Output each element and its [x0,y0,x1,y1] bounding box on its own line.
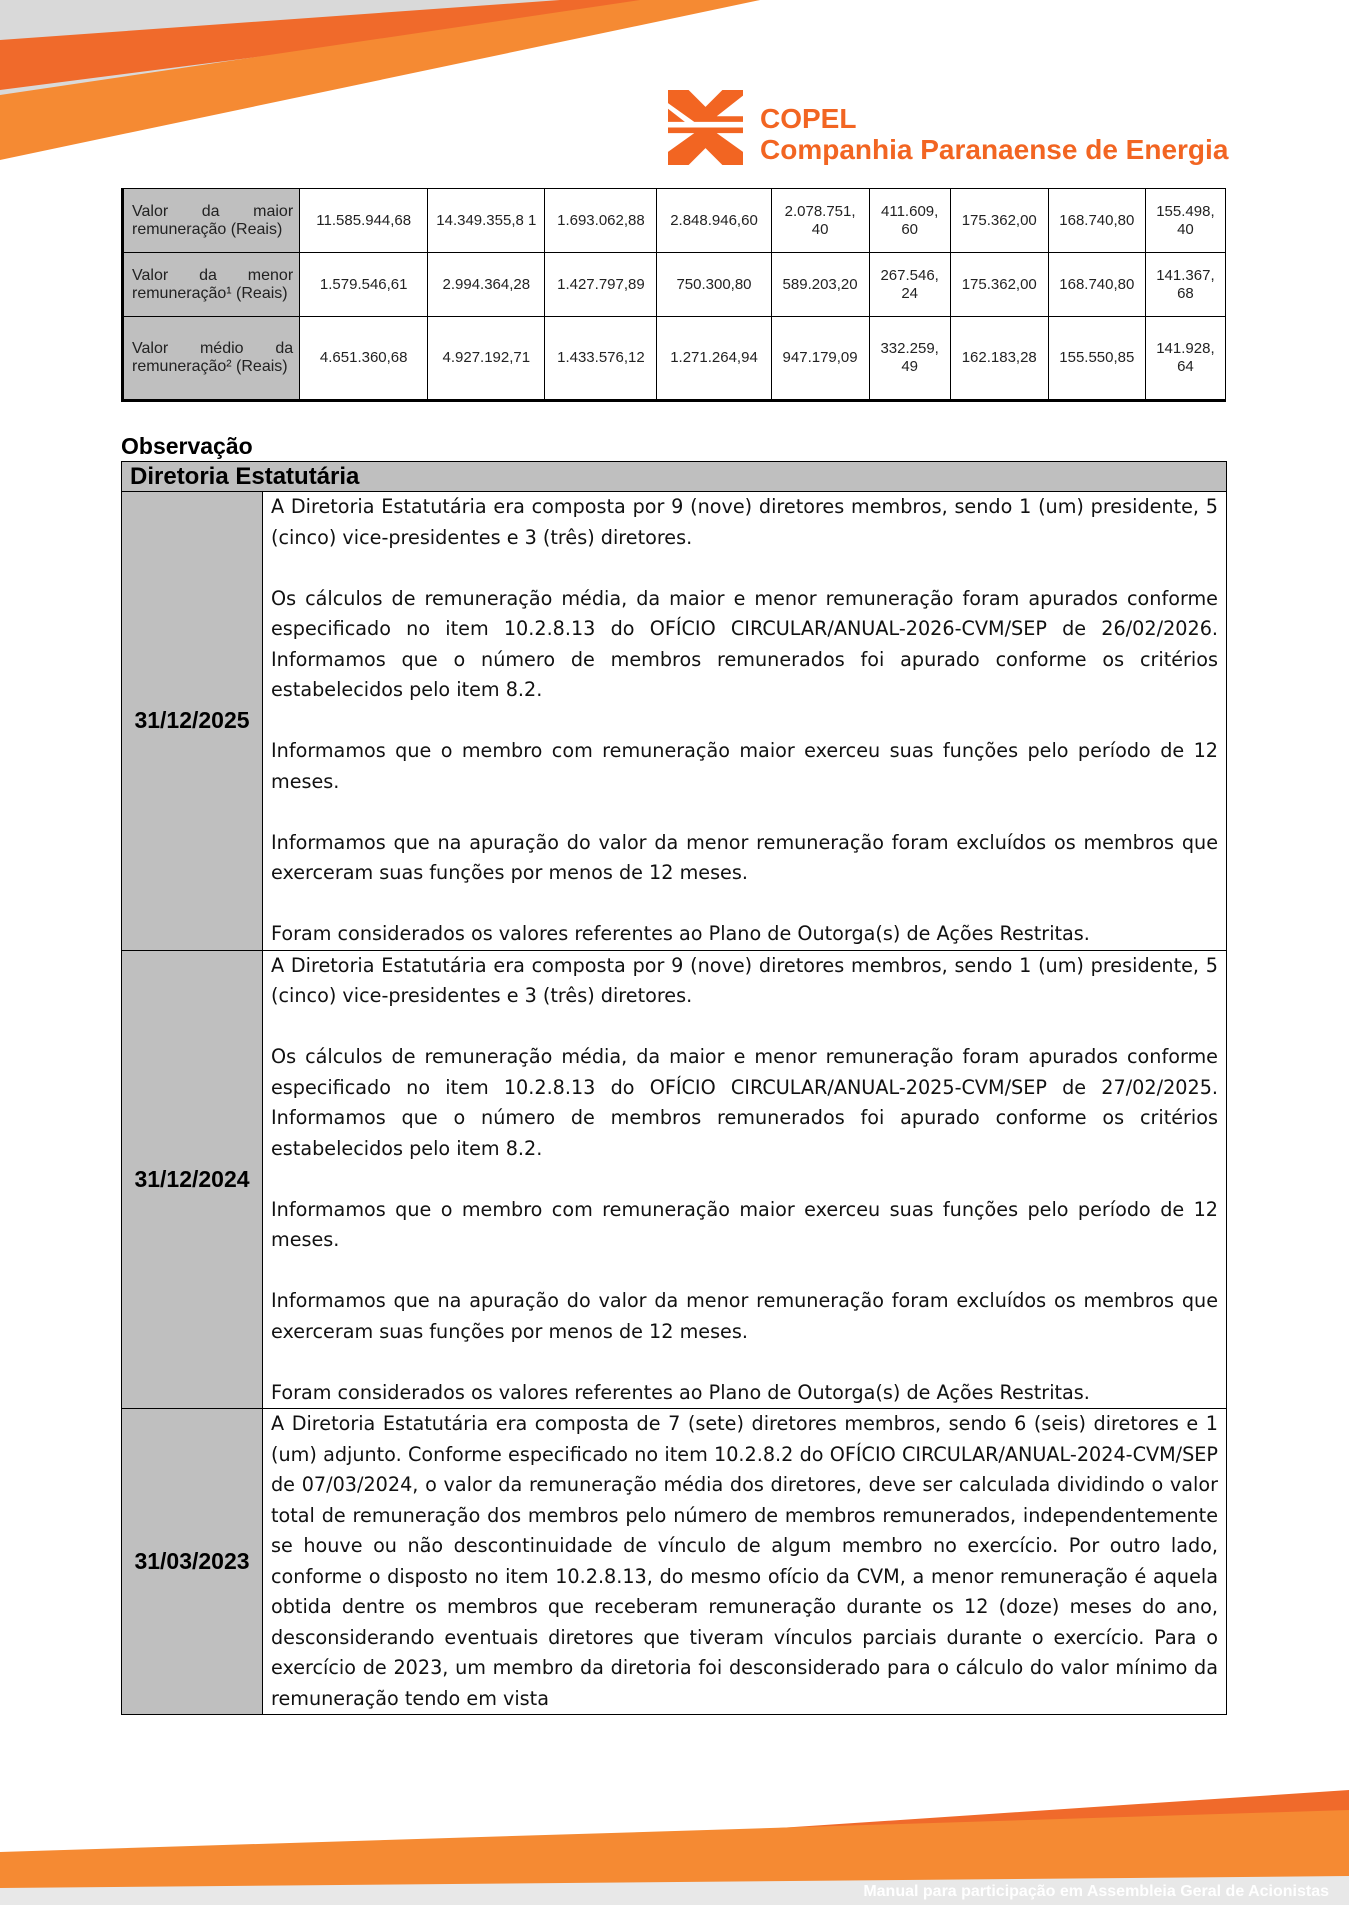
table-cell: 155.550,85 [1048,317,1145,401]
paragraph: A Diretoria Estatutária era composta por 9 (nove) diretores membros, sendo 1 (um) presidente, 5 (cinco) vice-presidentes e 3 (três) diretores. [271,953,1218,1007]
brand-full-name: Companhia Paranaense de Energia [760,134,1229,165]
remuneration-table [121,188,1226,402]
paragraph: Os cálculos de remuneração média, da maior e menor remuneração foram apurados conforme especificado no item 10.2.8.13 do OFÍCIO CIRCULAR/ANUAL-2025-CVM/SEP de 27/02/2025. Informamos que o número de membros remunerados foi apurado conforme os critérios estabelecidos pelo item 8.2. [271,1045,1218,1160]
observation-date: 31/12/2024 [122,950,263,1409]
table-row [123,189,1226,253]
table-cell: 2.994.364,28 [428,253,545,317]
table-cell: 332.259, 49 [869,317,950,401]
table-cell: 175.362,00 [950,189,1048,253]
table-cell: 267.546, 24 [869,253,950,317]
table-cell: 947.179,09 [771,317,869,401]
table-cell: 2.848.946,60 [657,189,771,253]
observation-date: 31/12/2025 [122,492,263,951]
paragraph: Foram considerados os valores referentes ao Plano de Outorga(s) de Ações Restritas. [271,922,1090,945]
observation-date: 31/03/2023 [122,1409,263,1715]
table-cell: 1.579.546,61 [300,253,428,317]
table-row [123,253,1226,317]
table-cell: 589.203,20 [771,253,869,317]
row-label: Valor da maior remuneração (Reais) [123,189,300,253]
table-cell: 155.498, 40 [1145,189,1225,253]
table-cell: 141.928, 64 [1145,317,1225,401]
observation-text [263,950,1227,1409]
paragraph: Informamos que na apuração do valor da menor remuneração foram excluídos os membros que exerceram suas funções por menos de 12 meses. [271,1289,1218,1343]
table-cell: 168.740,80 [1048,253,1145,317]
table-cell: 411.609, 60 [869,189,950,253]
table-cell: 2.078.751, 40 [771,189,869,253]
footer-text: Manual para participação em Assembleia Geral de Acionistas [863,1883,1329,1900]
table-cell: 4.651.360,68 [300,317,428,401]
paragraph: Informamos que o membro com remuneração maior exerceu suas funções pelo período de 12 meses. [271,739,1218,793]
table-cell: 1.427.797,89 [545,253,657,317]
copel-logo-icon [668,90,743,165]
observation-title: Observação [121,433,253,459]
paragraph: Informamos que na apuração do valor da menor remuneração foram excluídos os membros que exerceram suas funções por menos de 12 meses. [271,830,1218,884]
table-cell: 175.362,00 [950,253,1048,317]
table-row [123,317,1226,401]
table-cell: 141.367, 68 [1145,253,1225,317]
brand-name: COPEL [760,103,857,134]
observation-table [121,461,1227,1715]
section-header: Diretoria Estatutária [122,462,1227,492]
table-cell: 1.693.062,88 [545,189,657,253]
observation-text [263,1409,1227,1715]
table-cell: 162.183,28 [950,317,1048,401]
observation-row [122,492,1227,951]
table-cell: 750.300,80 [657,253,771,317]
section-header-row [122,462,1227,492]
table-cell: 4.927.192,71 [428,317,545,401]
paragraph: A Diretoria Estatutária era composta de 7 (sete) diretores membros, sendo 6 (seis) diretores e 1 (um) adjunto. Conforme especificado no item 10.2.8.2 do OFÍCIO CIRCULAR/ANUAL-2024-CVM/SEP de 07/03/2024, o valor da remuneração média dos diretores, deve ser calculada dividindo o valor total de remuneração dos membros pelo número de membros remunerados, independentemente se houve ou não descontinuidade de vínculo de algum membro no exercício. Por outro lado, conforme o disposto no item 10.2.8.13, do mesmo ofício da CVM, a menor remuneração é aquela obtida dentre os membros que receberam remuneração durante os 12 (doze) meses do ano, desconsiderando eventuais diretores que tiveram vínculos parciais durante o exercício. Para o exercício de 2023, um membro da diretoria foi desconsiderado para o cálculo do valor mínimo da remuneração tendo em vista [271,1412,1218,1710]
paragraph: Os cálculos de remuneração média, da maior e menor remuneração foram apurados conforme especificado no item 10.2.8.13 do OFÍCIO CIRCULAR/ANUAL-2026-CVM/SEP de 26/02/2026. Informamos que o número de membros remunerados foi apurado conforme os critérios estabelecidos pelo item 8.2. [271,586,1218,701]
paragraph: A Diretoria Estatutária era composta por 9 (nove) diretores membros, sendo 1 (um) presidente, 5 (cinco) vice-presidentes e 3 (três) diretores. [271,495,1218,549]
observation-row [122,950,1227,1409]
row-label: Valor da menor remuneração¹ (Reais) [123,253,300,317]
table-cell: 1.271.264,94 [657,317,771,401]
paragraph: Foram considerados os valores referentes ao Plano de Outorga(s) de Ações Restritas. [271,1380,1090,1404]
table-cell: 11.585.944,68 [300,189,428,253]
table-cell: 168.740,80 [1048,189,1145,253]
table-cell: 14.349.355,8 1 [428,189,545,253]
table-cell: 1.433.576,12 [545,317,657,401]
row-label: Valor médio da remuneração² (Reais) [123,317,300,401]
brand-block [760,104,1228,166]
paragraph: Informamos que o membro com remuneração maior exerceu suas funções pelo período de 12 meses. [271,1197,1218,1251]
observation-row [122,1409,1227,1715]
observation-text [263,492,1227,951]
